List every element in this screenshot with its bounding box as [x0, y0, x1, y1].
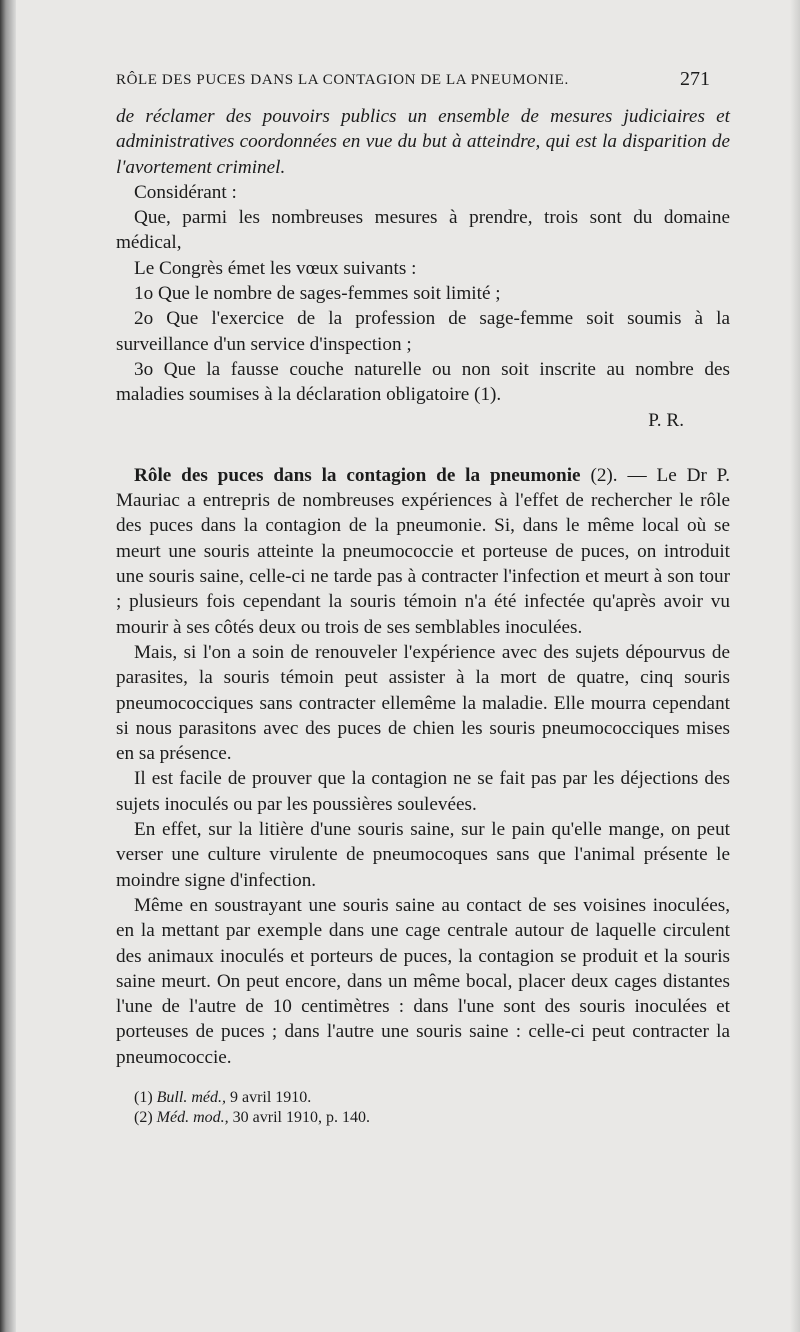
section-paragraph-2: Mais, si l'on a soin de renouveler l'expérience avec des sujets dépourvus de parasites, la souris témoin peut assister à la mort de quatre, cinq souris pneumococciques sans contracter ellemême la maladie. Elle mourra cependant si nous parasitons avec des puces de chien les souris pneumococciques mises en sa présence. [116, 641, 730, 765]
section-paragraph-5: Même en soustrayant une souris saine au contact de ses voisines inoculées, en la mettant par exemple dans une cage centrale autour de laquelle circulent des animaux inoculés et porteurs de puces, la contagion se produit et la souris saine meurt. On peut encore, dans un même bocal, placer deux cages distantes l'une de l'autre de 10 centimètres : dans l'une sont des souris inoculées et porteuses de puces ; dans l'autre une souris saine : celle-ci peut contracter la pneumococcie. [116, 894, 730, 1068]
considerant-line: Considérant : [134, 181, 237, 203]
signature: P. R. [648, 409, 684, 431]
section-first-paragraph [116, 463, 730, 640]
page-body [116, 104, 730, 1128]
section-first-paragraph-text: Le Dr P. Mauriac a entrepris de nombreuses expériences à l'effet de rechercher le rôle des puces dans la contagion de la pneumonie. Si, dans le même local où se meurt une souris atteinte la pneumococcie et porteuse de puces, on introduit une souris saine, celle-ci ne tarde pas à contracter l'infection et meurt à son tour ; plusieurs fois cependant la souris témoin n'a été infectée qu'après avoir vu mourir à ses côtés deux ou trois de ses semblables inoculées. [116, 464, 731, 638]
section-title: Rôle des puces dans la contagion de la pneumonie [134, 464, 581, 486]
article-section [116, 463, 730, 1070]
voeux-intro: Le Congrès émet les vœux suivants : [134, 257, 417, 279]
page-header [116, 68, 710, 96]
footnote-1-ref: (1) [134, 1088, 153, 1106]
footnote-1 [134, 1088, 730, 1108]
footnote-2-ref: (2) [134, 1108, 153, 1126]
page-edge-shadow [0, 0, 16, 1332]
footnote-2-journal: Méd. mod., [156, 1108, 229, 1126]
footnote-1-rest: 9 avril 1910. [229, 1088, 312, 1106]
voeu-item-2: 2o Que l'exercice de la profession de sage-femme soit soumis à la surveillance d'un service d'inspection ; [116, 308, 730, 355]
footnote-2 [134, 1108, 730, 1128]
footnotes [116, 1088, 730, 1128]
footnote-2-rest: 30 avril 1910, p. 140. [232, 1108, 370, 1126]
voeu-item-3: 3o Que la fausse couche naturelle ou non soit inscrite au nombre des maladies soumises à la déclaration obligatoire (1). [116, 358, 730, 406]
section-title-ref: (2). — [590, 464, 647, 486]
voeu-item-1: 1o Que le nombre de sages-femmes soit limité ; [134, 283, 501, 305]
page-edge-right [790, 0, 800, 1332]
que-paragraph: Que, parmi les nombreuses mesures à prendre, trois sont du domaine médical, [116, 207, 730, 254]
running-title: RÔLE DES PUCES DANS LA CONTAGION DE LA PNEUMONIE. [116, 72, 569, 88]
section-paragraph-4: En effet, sur la litière d'une souris saine, sur le pain qu'elle mange, on peut verser une culture virulente de pneumocoques sans que l'animal présente le moindre signe d'infection. [116, 819, 730, 891]
page-number: 271 [680, 68, 710, 90]
footnote-1-journal: Bull. méd., [156, 1088, 226, 1106]
intro-italic-paragraph: de réclamer des pouvoirs publics un ensemble de mesures judiciaires et administratives coordonnées en vue du but à atteindre, qui est la disparition de l'avortement criminel. [116, 106, 730, 178]
section-paragraph-3: Il est facile de prouver que la contagion ne se fait pas par les déjections des sujets inoculés ou par les poussières soulevées. [116, 768, 730, 815]
